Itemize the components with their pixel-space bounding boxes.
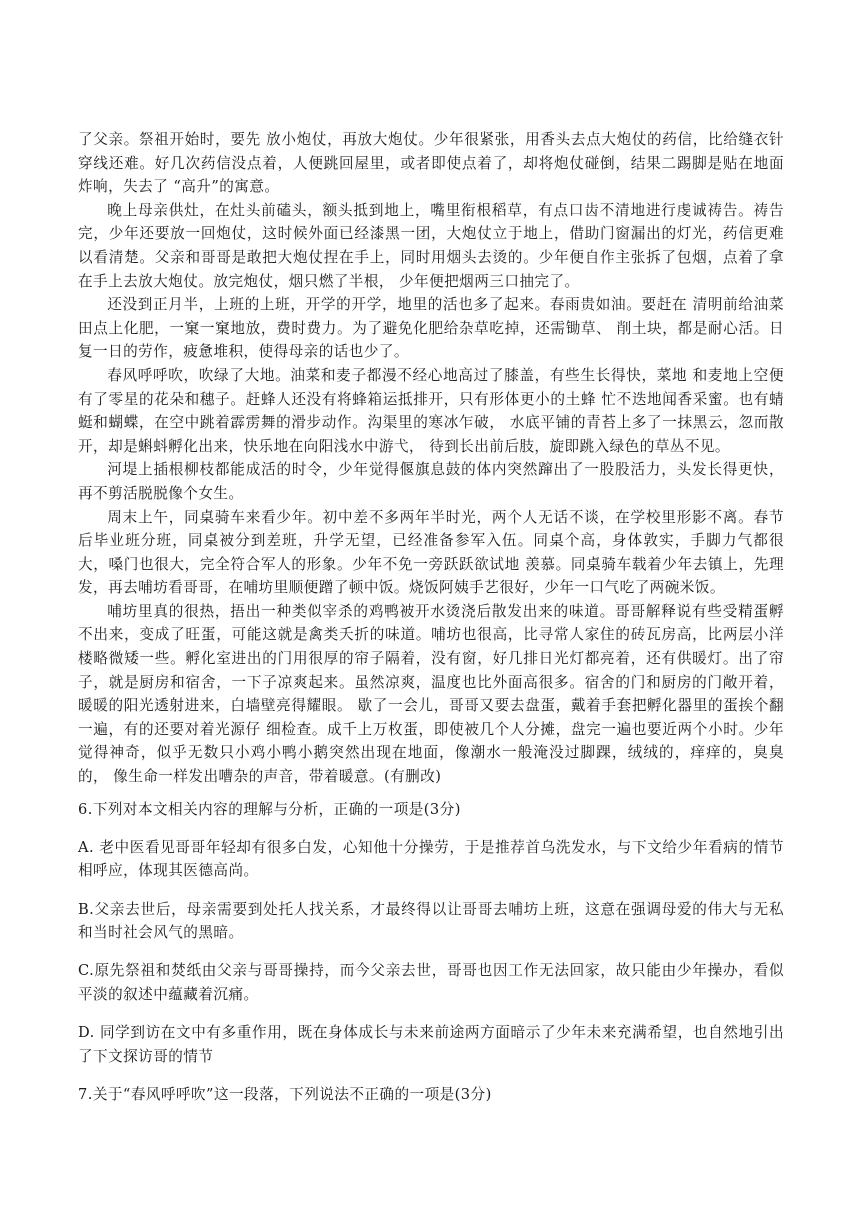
question-6-option-b: B.父亲去世后，母亲需要到处托人找关系，才最终得以让哥哥去哺坊上班，这意在强调母爱的伟大与无私和当时社会风气的黑暗。 (78, 900, 784, 942)
paragraph-1: 了父亲。祭祖开始时，要先 放小炮仗，再放大炮仗。少年很紧张，用香头去点大炮仗的药信，比给缝衣针穿线还难。好几次药信没点着，人便跳回屋里，或者即使点着了，却将炮仗碰倒，结果二踢脚是贴在地面炸响，失去了 “高升”的寓意。 (78, 131, 784, 196)
question-6-option-d: D. 同学到访在文中有多重作用，既在身体成长与未来前途两方面暗示了少年未来充满希望，也自然地引出了下文探访哥的情节 (78, 1024, 784, 1065)
document-page (78, 128, 784, 1121)
paragraph-7: 哺坊里真的很热，捂出一种类似宰杀的鸡鸭被开水烫浇后散发出来的味道。哥哥解释说有些受精蛋孵不出来，变成了旺蛋，可能这就是禽类夭折的味道。哺坊也很高，比寻常人家住的砖瓦房高，比两层小洋楼略微矮一些。孵化室进出的门用很厚的帘子隔着，没有窗，好几排日光灯都亮着，还有供暖灯。出了帘子，就是厨房和宿舍，一下子凉爽起来。虽然凉爽，温度也比外面高很多。宿舍的门和厨房的门敞开着，暖暖的阳光透射进来，白墙壁亮得耀眼。 歇了一会儿，哥哥又要去盘蛋，戴着手套把孵化器里的蛋挨个翻一遍，有的还要对着光源仔 细检查。成千上万枚蛋，即使被几个人分摊，盘完一遍也要近两个小时。少年觉得神奇，似乎无数只小鸡小鸭小鹅突然出现在地面，像潮水一般淹没过脚踝，绒绒的，痒痒的，臭臭的， 像生命一样发出嘈杂的声音，带着暖意。(有删改) (78, 602, 784, 786)
paragraph-6: 周末上午，同桌骑车来看少年。初中差不多两年半时光，两个人无话不谈，在学校里形影不离。春节后毕业班分班，同桌被分到差班，升学无望，已经准备参军入伍。同桌个高，身体敦实，手脚力气都很大，嗓门也很大，完全符合军人的形象。少年不免一旁跃跃欲试地 羡慕。同桌骑车载着少年去镇上，先理发，再去哺坊看哥哥，在哺坊里顺便蹭了顿中饭。烧饭阿姨手艺很好，少年一口气吃了两碗米饭。 (78, 508, 784, 597)
question-6-stem: 6.下列对本文相关内容的理解与分析，正确的一项是(3分) (78, 800, 461, 818)
paragraph-3: 还没到正月半，上班的上班，开学的开学，地里的活也多了起来。春雨贵如油。要赶在 清明前给油菜田点上化肥，一窠一窠地放，费时费力。为了避免化肥给杂草吃掉，还需锄草、 削土块，都是耐心活。日复一日的劳作，疲惫堆积，使得母亲的话也少了。 (78, 296, 784, 361)
question-6-option-c: C.原先祭祖和焚纸由父亲与哥哥操持，而今父亲去世，哥哥也因工作无法回家，故只能由少年操办，看似平淡的叙述中蕴藏着沉痛。 (78, 962, 784, 1003)
question-6-option-a: A. 老中医看见哥哥年轻却有很多白发，心知他十分操劳，于是推荐首乌洗发水，与下文给少年看病的情节相呼应，体现其医德高尚。 (78, 838, 784, 880)
paragraph-4: 春风呼呼吹，吹绿了大地。油菜和麦子都漫不经心地高过了膝盖，有些生长得快，菜地 和麦地上空便有了零星的花朵和穗子。赶蜂人还没有将蜂箱运抵排开，只有形体更小的土蜂 忙不迭地闻香采蜜。也有蜻蜓和蝴蝶，在空中跳着霹雳舞的滑步动作。沟渠里的寒冰乍破， 水底平铺的青苔上多了一抹黑云，忽而散开，却是蝌蚪孵化出来，快乐地在向阳浅水中游弋， 待到长出前后肢，旋即跳入绿色的草丛不见。 (78, 366, 784, 455)
question-7-stem: 7.关于“春风呼呼吹”这一段落，下列说法不正确的一项是(3分) (78, 1085, 492, 1103)
paragraph-2: 晚上母亲供灶，在灶头前磕头，额头抵到地上，嘴里衔根稻草，有点口齿不清地进行虔诚祷告。祷告完，少年还要放一回炮仗，这时候外面已经漆黑一团，大炮仗立于地上，借助门窗漏出的灯光，药信更难以看清楚。父亲和哥哥是敢把大炮仗捏在手上，同时用烟头去烫的。少年便自作主张拆了包烟，点着了拿在手上去放大炮仗。放完炮仗，烟只燃了半根， 少年便把烟两三口抽完了。 (78, 201, 784, 290)
paragraph-5: 河堤上插根柳枝都能成活的时令，少年觉得偃旗息鼓的体内突然蹿出了一股股活力，头发长得更快，再不剪活脱脱像个女生。 (78, 461, 784, 502)
